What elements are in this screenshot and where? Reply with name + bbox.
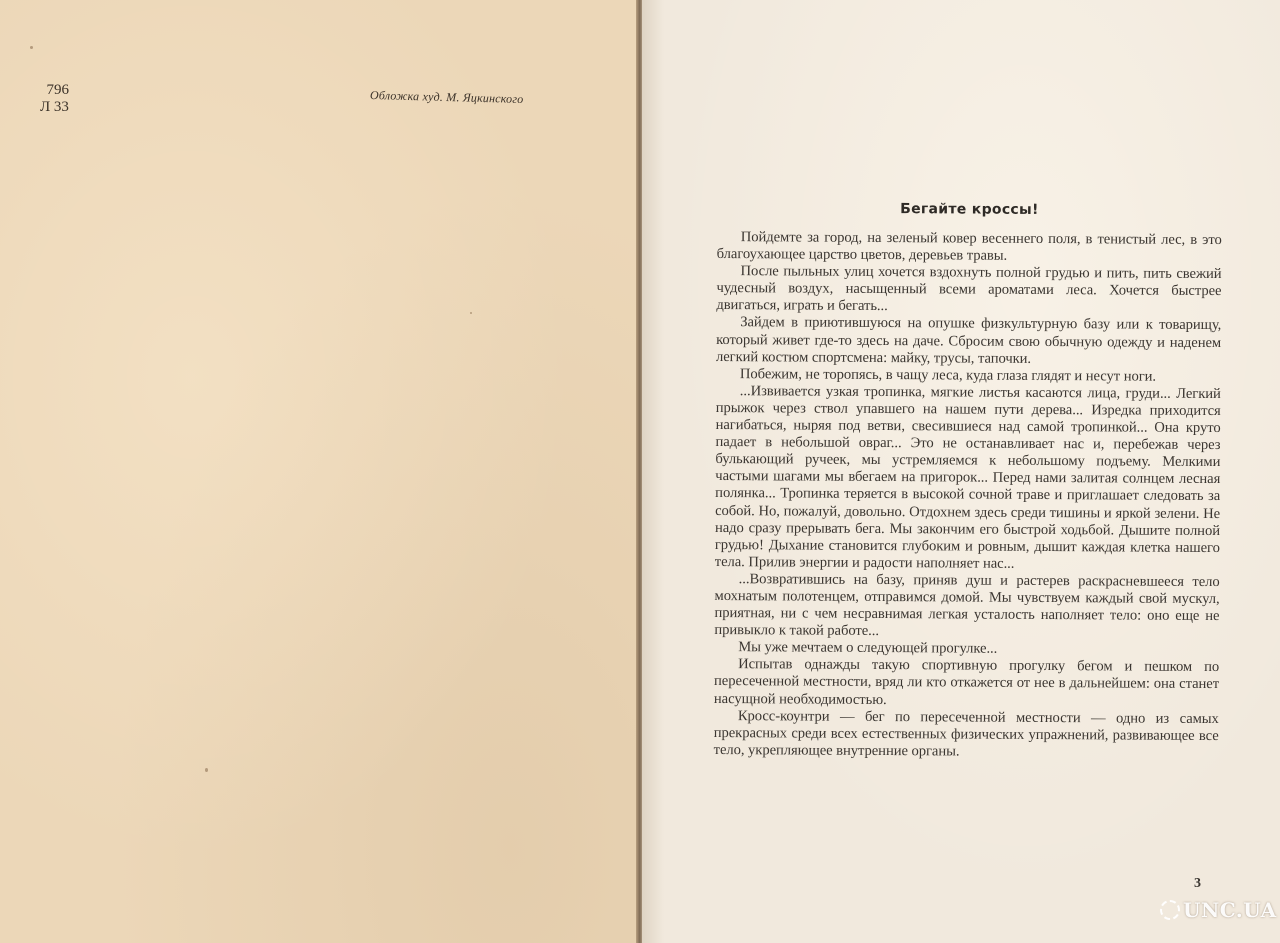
paper-spot (470, 312, 472, 314)
sun-logo-icon (1160, 900, 1180, 920)
catalog-index: 796 (46, 82, 69, 98)
paper-spot (205, 768, 208, 772)
article-title: Бегайте кроссы! (900, 201, 1039, 218)
paragraph: Зайдем в приютившуюся на опушке физкультурную базу или к товарищу, который живет где-то здесь на даче. Сбросим свою обычную одежду и наденем легкий костюм спортсмена: майку, трусы, тапочки. (715, 314, 1222, 367)
cover-artist-credit: Обложка худ. М. Яцкинского (369, 88, 524, 107)
paragraph: Пойдемте за город, на зеленый ковер весеннего поля, в тенистый лес, в это благоухающее царство цветов, деревьев травы. (716, 229, 1222, 264)
paper-spot (30, 46, 33, 49)
site-watermark (1160, 893, 1278, 927)
paragraph: ...Извивается узкая тропинка, мягкие листья касаются лица, груди... Легкий прыжок через ствол упавшего на нашем пути дерева... Изредка приходится нагибаться, ныряя под ветви, свесившиеся над самой тропинкой... Она круто падает в небольшой овраг... Это не останавливает нас и, перебежав через булькающий ручеек, мы устремляемся к небольшому подъему. Мелкими частыми шагами мы вбегаем на пригорок... Перед нами залитая солнцем лесная полянка... Тропинка теряется в высокой сочной траве и приглашает следовать за собой. Но, пожалуй, довольно. Отдохнем здесь среди тишины и яркой зелени. Не надо сразу прерывать бега. Мы закончим его быстрой ходьбой. Дышите полной грудью! Дыхание становится глубоким и ровным, дышит каждая клетка нашего тела. Прилив энергии и радости наполняет нас... (714, 382, 1221, 572)
paragraph: Мы уже мечтаем о следующей прогулке... (738, 639, 998, 657)
watermark-text: UNC.UA (1183, 898, 1277, 922)
right-page (642, 0, 1280, 943)
paragraph: ...Возвратившись на базу, приняв душ и растерев раскрасневшееся тело мохнатым полотенцем, отправимся домой. Мы чувствуем каждый свой мускул, приятная, ни с чем несравнимая легкая усталость наполняет тело: оно еще не привыкло к такой работе... (714, 571, 1220, 640)
left-page (0, 0, 638, 943)
article (714, 200, 1222, 762)
paragraph: Испытав однажды такую спортивную прогулку бегом и пешком по пересеченной местности, вряд ли кто откажется от нее в дальнейшем: она станет насущной необходимостью. (713, 656, 1220, 708)
paragraph: Побежим, не торопясь, в чащу леса, куда глаза глядят и несут ноги. (739, 365, 1157, 385)
paragraph: Кросс-коунтри — бег по пересеченной местности — одно из самых прекрасных среди всех естественных физических упражнений, развивающее все тело, укрепляющее внутренние органы. (713, 707, 1219, 760)
paragraph: После пыльных улиц хочется вздохнуть полной грудью и пить, пить свежий чудесный воздух, насыщенный всеми ароматами леса. Хочется быстрее двигаться, играть и бегать... (716, 263, 1222, 315)
catalog-mark (40, 82, 69, 116)
catalog-code: Л 33 (40, 99, 69, 115)
page-number: 3 (1194, 876, 1201, 891)
